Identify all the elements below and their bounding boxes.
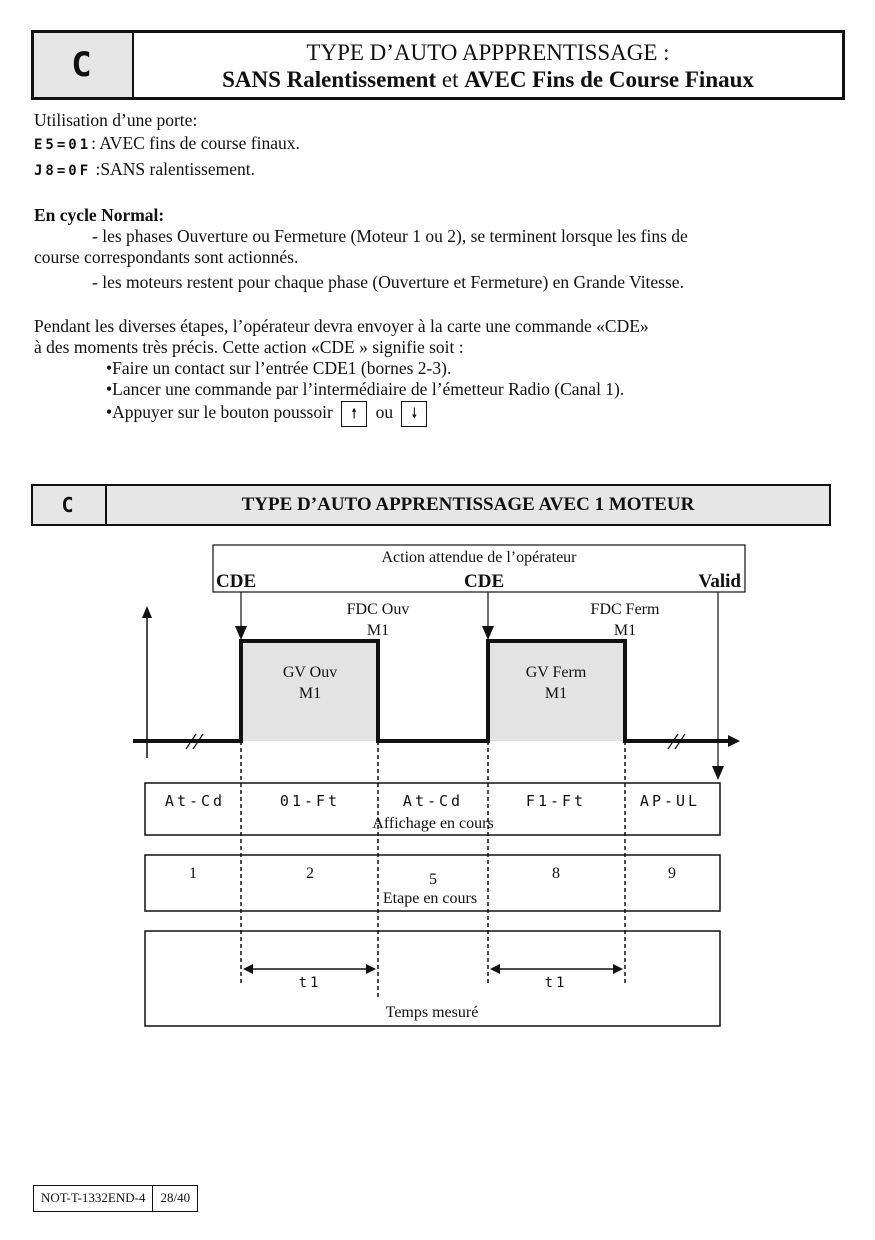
- cycle-p2: - les moteurs restent pour chaque phase (Ouverture et Fermeture) en Grande Vitesse.: [92, 272, 684, 292]
- display-value: F1-Ft: [525, 792, 587, 810]
- operator-line1: Pendant les diverses étapes, l’opérateur devra envoyer à la carte une commande «CDE»: [34, 316, 649, 336]
- display-value: AP-UL: [639, 792, 701, 810]
- operator-line2: à des moments très précis. Cette action «CDE » signifie soit :: [34, 337, 464, 357]
- page-footer: [33, 1185, 198, 1212]
- gv-ouv-motor: M1: [298, 685, 322, 702]
- step-number: 8: [552, 865, 560, 882]
- fdc-ouv-motor: M1: [366, 622, 390, 639]
- cde-arrowhead-2: [482, 626, 494, 640]
- timing-signal: [133, 641, 730, 741]
- action-label: Action attendue de l’opérateur: [381, 549, 577, 566]
- t1-label: t1: [298, 975, 322, 991]
- x-axis-arrowhead: [728, 735, 740, 747]
- t1-label: t1: [544, 975, 568, 991]
- section-code: C: [34, 33, 134, 97]
- display-value: At-Cd: [402, 792, 464, 810]
- step-number: 5: [429, 871, 437, 888]
- up-arrow-icon: 🠕: [341, 401, 367, 427]
- display-value: 01-Ft: [279, 792, 341, 810]
- step-number: 2: [306, 865, 314, 882]
- step-number: 1: [189, 865, 197, 882]
- diagram-code: C: [33, 486, 107, 524]
- param-text: :SANS ralentissement.: [91, 159, 255, 179]
- title-line-1: TYPE D’AUTO APPPRENTISSAGE :: [306, 40, 670, 65]
- display-caption: Affichage en cours: [372, 815, 494, 832]
- fdc-ferm-motor: M1: [613, 622, 637, 639]
- fdc-ferm-label: FDC Ferm: [590, 601, 660, 618]
- cde-arrowhead-1: [235, 626, 247, 640]
- title-avec-fins: AVEC Fins de Course Finaux: [464, 67, 754, 92]
- down-arrow-icon: 🠗: [401, 401, 427, 427]
- doc-reference: NOT-T-1332END-4: [41, 1190, 146, 1205]
- valid-label: Valid: [698, 571, 741, 592]
- step-number: 9: [668, 865, 676, 882]
- valid-arrowhead: [712, 766, 724, 780]
- or-label: ou: [375, 402, 394, 423]
- display-value: At-Cd: [164, 792, 226, 810]
- gv-ferm-motor: M1: [544, 685, 568, 702]
- cycle-heading: En cycle Normal:: [34, 205, 165, 225]
- cde-label-1: CDE: [216, 571, 257, 592]
- param-code: E5=01: [34, 137, 92, 153]
- time-caption: Temps mesuré: [385, 1004, 479, 1021]
- diagram-title: TYPE D’AUTO APPRENTISSAGE AVEC 1 MOTEUR: [107, 486, 829, 524]
- gv-ouv-label: GV Ouv: [282, 664, 338, 681]
- param-text: : AVEC fins de course finaux.: [91, 133, 300, 153]
- cde-label-2: CDE: [464, 571, 505, 592]
- operator-bullet-2: •Lancer une commande par l’intermédiaire de l’émetteur Radio (Canal 1).: [106, 379, 625, 399]
- title-sans-ralentissement: SANS Ralentissement: [222, 67, 437, 92]
- page-number: 28/40: [152, 1186, 197, 1211]
- operator-bullet-1: •Faire un contact sur l’entrée CDE1 (bornes 2-3).: [106, 358, 452, 378]
- y-axis-arrowhead: [142, 606, 152, 618]
- param-code: J8=0F: [34, 163, 92, 179]
- step-caption: Etape en cours: [382, 890, 478, 907]
- fdc-ouv-label: FDC Ouv: [346, 601, 410, 618]
- cycle-p1-line1: - les phases Ouverture ou Fermeture (Moteur 1 ou 2), se terminent lorsque les fins de: [92, 226, 688, 246]
- usage-line: Utilisation d’une porte:: [34, 110, 198, 130]
- cycle-p1-line2: course correspondants sont actionnés.: [34, 247, 299, 267]
- operator-bullet-3-text: •Appuyer sur le bouton poussoir: [106, 402, 333, 423]
- title-et: et: [436, 67, 465, 92]
- gv-ferm-label: GV Ferm: [525, 664, 587, 681]
